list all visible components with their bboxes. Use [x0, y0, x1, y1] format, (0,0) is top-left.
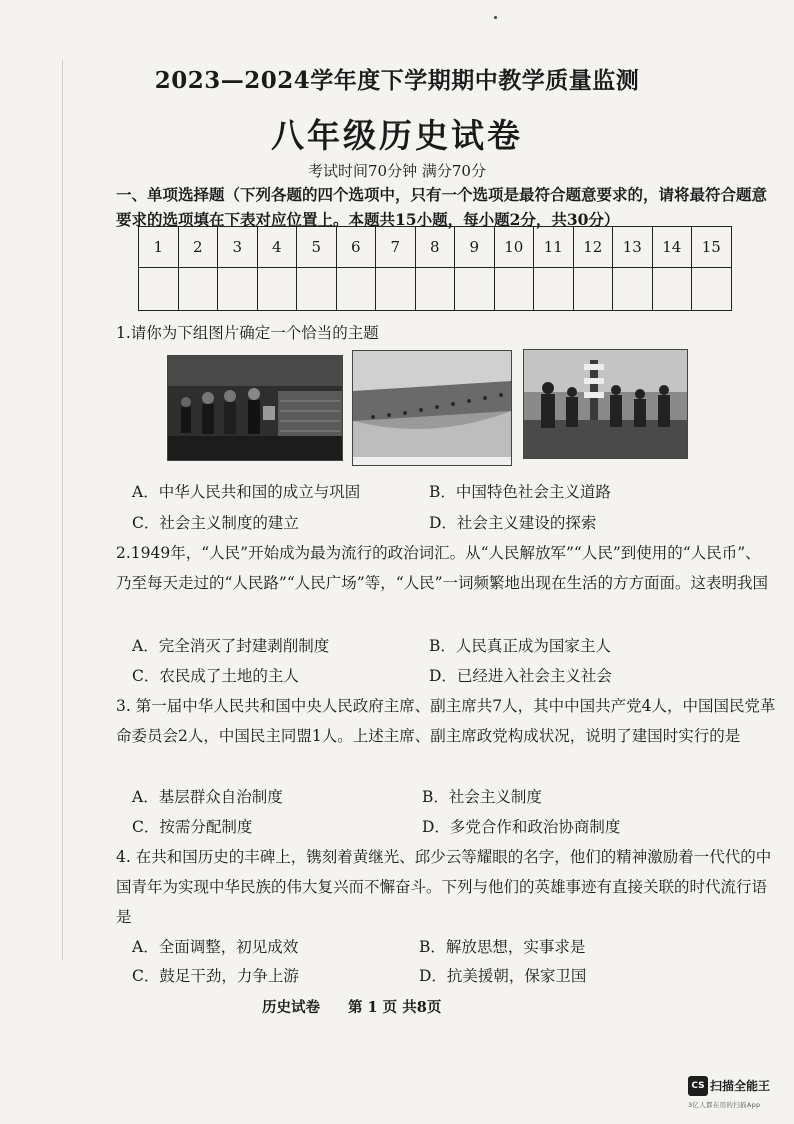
answer-number: 5 [297, 227, 337, 268]
question-1-option-b[interactable]: B．中国特色社会主义道路 [429, 483, 611, 501]
footer-subject: 历史试卷 [262, 999, 320, 1016]
question-2-option-a[interactable]: A．完全消灭了封建剥削制度 [132, 637, 330, 655]
answer-cell[interactable] [178, 268, 218, 311]
exam-info: 考试时间70分钟 满分70分 [308, 162, 486, 180]
question-2-stem: 2.1949年，“人民”开始成为最为流行的政治词汇。从“人民解放军”“人民”到使用的“人民币”、乃至每天走过的“人民路”“人民广场”等，“人民”一词频繁地出现在生活的方方面面。这表明我国 [116, 544, 769, 592]
answer-number: 11 [534, 227, 574, 268]
question-4-option-b[interactable]: B．解放思想，实事求是 [419, 938, 586, 956]
section-instructions: 一、单项选择题（下列各题的四个选项中，只有一个选项是最符合题意要求的，请将最符合题意要求的选项填在下表对应位置上。本题共15小题，每小题2分，共30分） [116, 185, 768, 229]
historical-photo-dam [352, 350, 512, 466]
answer-number: 3 [218, 227, 258, 268]
question-3-stem: 3. 第一届中华人民共和国中央人民政府主席、副主席共7人，其中中国共产党4人，中国国民党革命委员会2人，中国民主同盟1人。上述主席、副主席政党构成状况，说明了建国时实行的是 [116, 697, 776, 745]
answer-number: 4 [257, 227, 297, 268]
answer-cell[interactable] [297, 268, 337, 311]
answer-number: 9 [455, 227, 495, 268]
answer-cell[interactable] [376, 268, 416, 311]
answer-cell[interactable] [455, 268, 495, 311]
answer-number: 6 [336, 227, 376, 268]
question-4-option-a[interactable]: A．全面调整，初见成效 [132, 938, 299, 956]
question-3-option-c[interactable]: C．按需分配制度 [132, 818, 253, 836]
answer-cell[interactable] [692, 268, 732, 311]
scanner-watermark [688, 1075, 770, 1109]
answer-cell[interactable] [336, 268, 376, 311]
answer-number: 15 [692, 227, 732, 268]
question-4-stem: 4. 在共和国历史的丰碑上，镌刻着黄继光、邱少云等耀眼的名字，他们的精神激励着一代代的中国青年为实现中华民族的伟大复兴而不懈奋斗。下列与他们的英雄事迹有直接关联的时代流行语是 [116, 848, 772, 926]
answer-number: 7 [376, 227, 416, 268]
answer-cell[interactable] [534, 268, 574, 311]
answer-table [138, 226, 732, 311]
question-1-option-a[interactable]: A．中华人民共和国的成立与巩固 [132, 483, 361, 501]
answer-cell[interactable] [415, 268, 455, 311]
page-footer [262, 996, 469, 1017]
answer-number: 13 [613, 227, 653, 268]
answer-cell[interactable] [494, 268, 534, 311]
footer-page-number: 第 1 页 共8页 [348, 999, 442, 1016]
question-2-option-b[interactable]: B．人民真正成为国家主人 [429, 637, 611, 655]
historical-photo-farmers [523, 349, 688, 459]
answer-cell[interactable] [652, 268, 692, 311]
answer-table-header-row [139, 227, 732, 268]
answer-number: 10 [494, 227, 534, 268]
exam-subject-title: 八年级历史试卷 [271, 116, 523, 155]
exam-title: 2023—2024学年度下学期期中教学质量监测 [154, 67, 640, 94]
question-1-option-c[interactable]: C．社会主义制度的建立 [132, 514, 299, 532]
answer-cell[interactable] [613, 268, 653, 311]
answer-number: 8 [415, 227, 455, 268]
question-3-option-a[interactable]: A．基层群众自治制度 [132, 788, 283, 806]
question-3-option-d[interactable]: D．多党合作和政治协商制度 [422, 818, 621, 836]
question-3-option-b[interactable]: B．社会主义制度 [422, 788, 542, 806]
question-4-option-d[interactable]: D．抗美援朝，保家卫国 [419, 967, 587, 985]
answer-cell[interactable] [218, 268, 258, 311]
question-1-option-d[interactable]: D．社会主义建设的探索 [429, 514, 597, 532]
answer-number: 2 [178, 227, 218, 268]
watermark-tagline: 3亿人都在用的扫描App [688, 1100, 761, 1109]
historical-photo-ceremony [167, 355, 343, 461]
watermark-name: 扫描全能王 [710, 1079, 771, 1093]
question-4-option-c[interactable]: C．鼓足干劲，力争上游 [132, 967, 299, 985]
scan-speck [494, 16, 497, 19]
answer-number: 14 [652, 227, 692, 268]
answer-cell[interactable] [573, 268, 613, 311]
question-1-stem: 1.请你为下组图片确定一个恰当的主题 [116, 324, 379, 342]
cs-logo-icon: CS [688, 1076, 708, 1096]
answer-number: 12 [573, 227, 613, 268]
question-2-option-c[interactable]: C．农民成了土地的主人 [132, 667, 299, 685]
question-2-option-d[interactable]: D．已经进入社会主义社会 [429, 667, 612, 685]
answer-cell[interactable] [139, 268, 179, 311]
answer-number: 1 [139, 227, 179, 268]
page-fold-edge [62, 60, 63, 960]
answer-cell[interactable] [257, 268, 297, 311]
answer-table-blank-row [139, 268, 732, 311]
